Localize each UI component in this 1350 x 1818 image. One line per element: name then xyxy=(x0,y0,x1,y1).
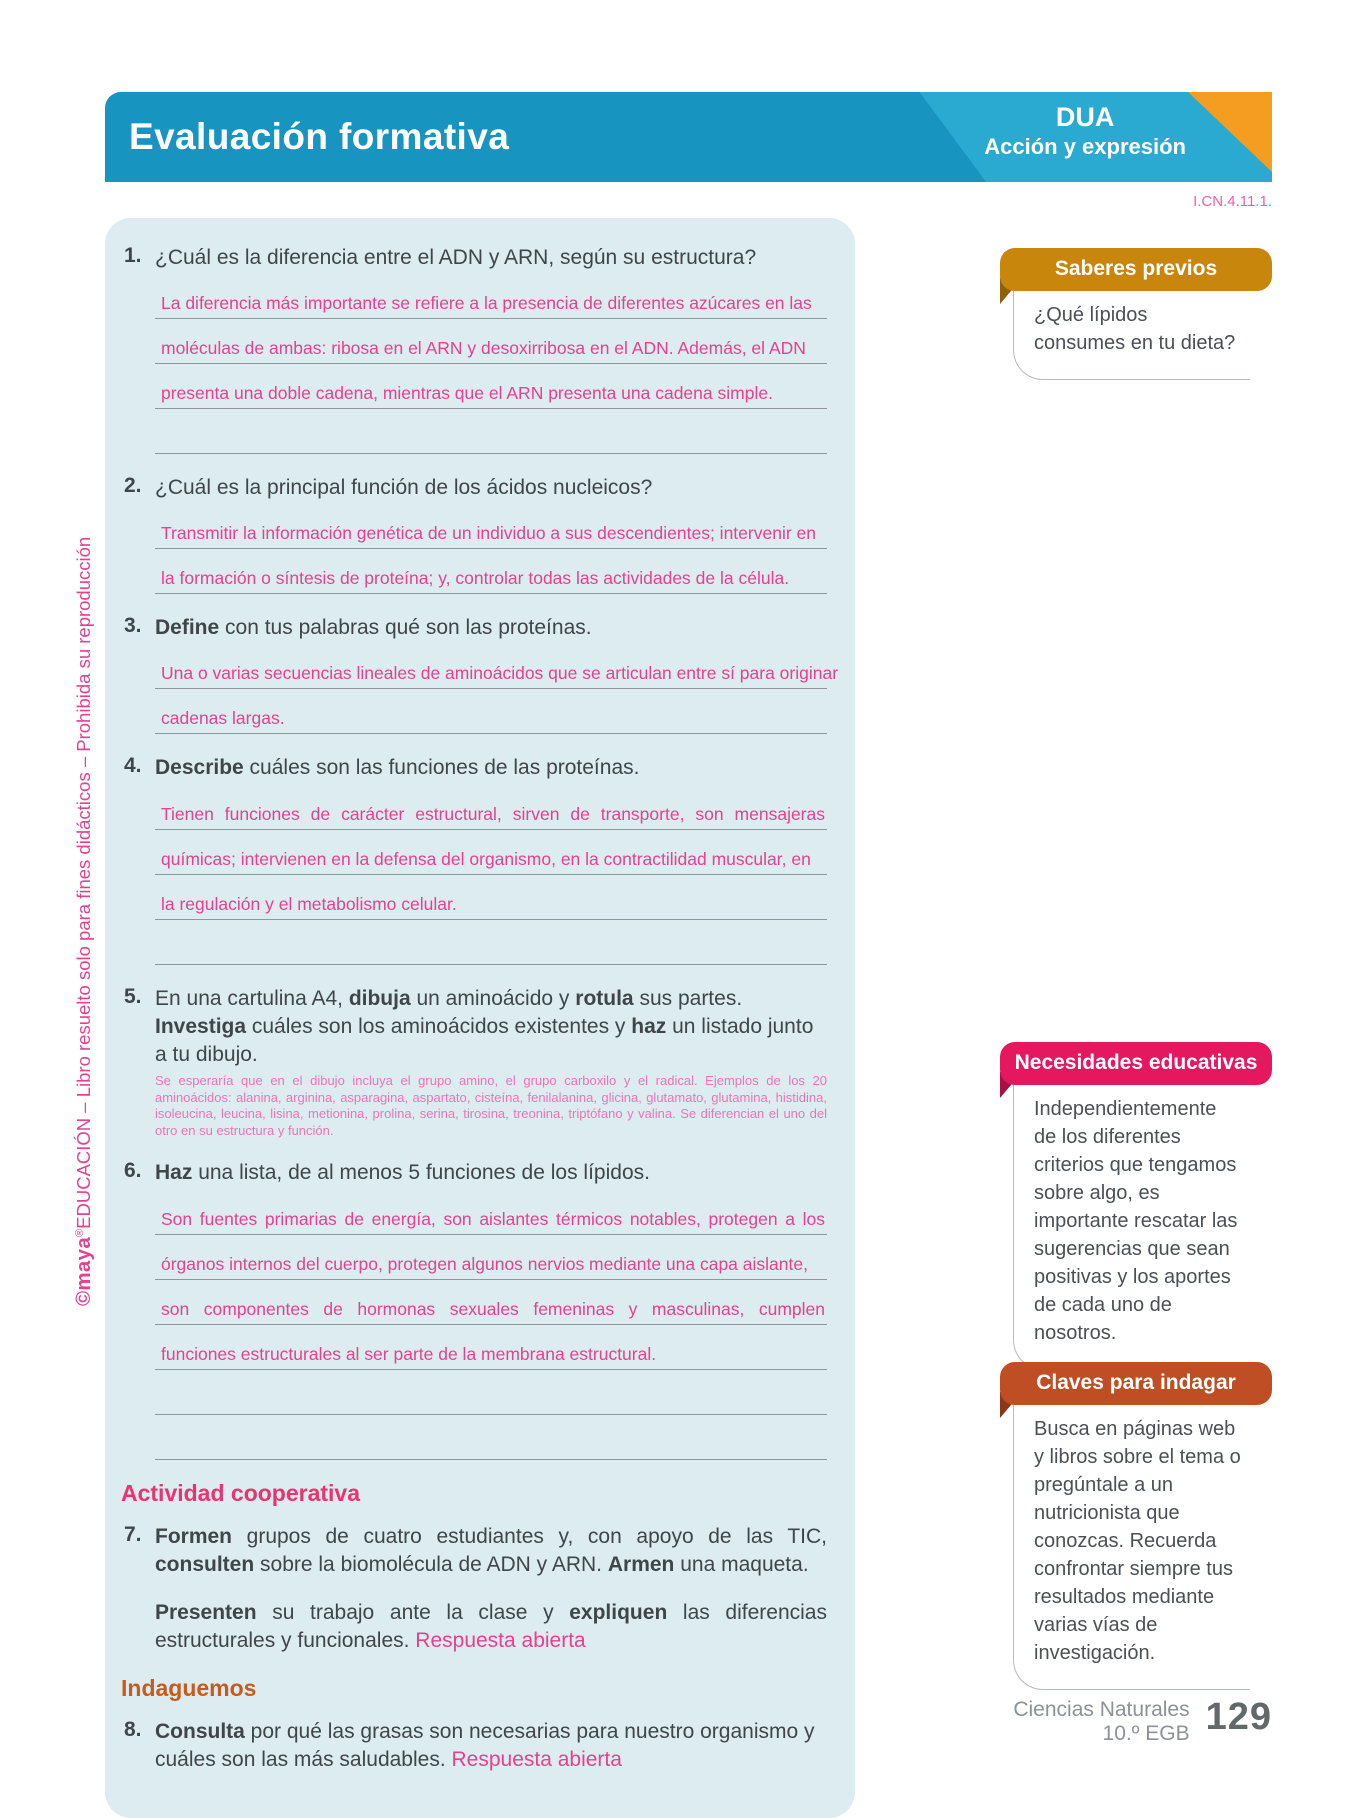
text-segment: su trabajo ante la clase y xyxy=(256,1600,570,1624)
page-footer xyxy=(1013,1698,1272,1746)
answer-line xyxy=(155,785,827,830)
text-segment: Armen xyxy=(607,1552,675,1576)
answer-line xyxy=(155,364,827,409)
question-body xyxy=(155,985,827,1140)
side-box xyxy=(1000,1362,1272,1690)
answer-text: cadenas largas. xyxy=(161,708,285,729)
footer-subject: Ciencias Naturales xyxy=(1013,1698,1190,1721)
text-segment: ¿Cuál es la principal función de los ácidos nucleicos? xyxy=(155,476,653,500)
registered-mark: ® xyxy=(73,1228,86,1237)
question-row xyxy=(105,614,855,734)
question-body xyxy=(155,754,827,964)
answer-text: Una o varias secuencias lineales de aminoácidos que se articulan entre sí para originar xyxy=(161,663,839,684)
side-box-title: Saberes previos xyxy=(1000,248,1272,291)
text-segment: Define xyxy=(155,616,220,640)
question-text xyxy=(155,474,827,502)
answer-line xyxy=(155,920,827,965)
question-number: 1. xyxy=(124,244,142,267)
text-segment: Investiga xyxy=(155,1014,247,1038)
answer-line xyxy=(155,274,827,319)
answer-text: la formación o síntesis de proteína; y, controlar todas las actividades de la célula. xyxy=(161,568,790,589)
question-text xyxy=(155,1523,827,1579)
text-segment: un listado junto a tu dibujo. xyxy=(155,1014,814,1066)
text-segment: consulten xyxy=(155,1552,255,1576)
text-segment: haz xyxy=(631,1014,667,1038)
worksheet-panel xyxy=(105,218,855,1818)
text-segment: En una cartulina A4, xyxy=(155,986,349,1010)
question-row xyxy=(105,244,855,454)
header-banner xyxy=(105,92,1272,182)
answer-text: químicas; intervienen en la defensa del organismo, en la contractilidad muscular, en xyxy=(161,848,811,869)
question-row xyxy=(105,1159,855,1459)
text-segment: las diferencias estructurales y funcionales. xyxy=(155,1600,827,1652)
answer-line xyxy=(155,504,827,549)
answer-note: Se esperaría que en el dibujo incluya el grupo amino, el grupo carboxilo y el radical. Ejemplos de los 20 aminoácidos: alanina, arginina, asparagina, aspartato, cisteína, fenilalanina, glicina, glutamato, glutamina, histidina, isoleucina, leucina, lisina, metionina, prolina, serina, tirosina, treonina, triptófano y valina. Se diferencian el uno del otro en su estructura y función. xyxy=(155,1072,827,1138)
section-heading: Actividad cooperativa xyxy=(121,1479,361,1506)
page-number: 129 xyxy=(1205,1696,1272,1738)
answer-text: presenta una doble cadena, mientras que el ARN presenta una cadena simple. xyxy=(161,383,773,404)
answer-line xyxy=(155,875,827,920)
question-text xyxy=(155,1718,827,1774)
text-segment: sobre la biomolécula de ADN y ARN. xyxy=(254,1552,608,1576)
dua-badge xyxy=(984,101,1186,161)
page-title: Evaluación formativa xyxy=(129,116,510,157)
question-body xyxy=(155,474,827,594)
text-segment: expliquen xyxy=(569,1600,668,1624)
text-segment: rotula xyxy=(575,986,634,1010)
text-segment: sus partes. xyxy=(633,986,743,1010)
answer-text: órganos internos del cuerpo, protegen algunos nervios mediante una capa aislante, xyxy=(161,1253,808,1274)
question-number: 3. xyxy=(124,614,142,638)
text-segment: una maqueta. xyxy=(674,1552,809,1576)
answer-lines xyxy=(155,504,827,594)
imprint-vertical xyxy=(72,446,96,1306)
question-text xyxy=(155,1159,827,1187)
text-segment: Formen xyxy=(155,1524,233,1548)
question-number: 2. xyxy=(124,474,142,498)
answer-lines xyxy=(155,1190,827,1460)
side-box-title: Necesidades educativas xyxy=(1000,1042,1272,1085)
answer-lines xyxy=(155,785,827,965)
question-text xyxy=(155,985,827,1069)
section-heading: Indaguemos xyxy=(121,1675,257,1701)
side-box-body: Independientemente de los diferentes criterios que tengamos sobre algo, es importante rescatar las sugerencias que sean positivas y los aportes de cada uno de nosotros. xyxy=(1013,1077,1250,1370)
answer-line xyxy=(155,549,827,594)
answer-line xyxy=(155,409,827,454)
text-segment: Presenten xyxy=(155,1600,257,1624)
answer-line xyxy=(155,1280,827,1325)
answer-line xyxy=(155,1325,827,1370)
side-box-body: ¿Qué lípidos consumes en tu dieta? xyxy=(1013,283,1250,380)
answer-text: Tienen funciones de carácter estructural, sirven de transporte, son mensajeras xyxy=(161,803,825,824)
paragraph-row xyxy=(105,1599,855,1655)
footer-subject-grade xyxy=(1013,1698,1189,1746)
question-number: 8. xyxy=(124,1718,142,1741)
answer-line xyxy=(155,1190,827,1235)
answer-text: La diferencia más importante se refiere a la presencia de diferentes azúcares en las xyxy=(161,293,812,314)
question-row xyxy=(105,1523,855,1579)
question-number: 4. xyxy=(124,754,142,778)
question-row xyxy=(105,474,855,594)
answer-line xyxy=(155,1370,827,1415)
answer-text: Transmitir la información genética de un individuo a sus descendientes; intervenir en xyxy=(161,523,816,544)
answer-text: funciones estructurales al ser parte de la membrana estructural. xyxy=(161,1343,657,1364)
question-text xyxy=(155,1599,827,1655)
text-segment: con tus palabras qué son las proteínas. xyxy=(219,616,592,640)
text-segment: una lista, de al menos 5 funciones de los lípidos. xyxy=(192,1161,650,1185)
text-segment: Describe xyxy=(155,756,244,780)
imprint-text: EDUCACIÓN – Libro resuelto solo para fines didácticos – Prohibida su reproducción xyxy=(73,536,94,1229)
question-row xyxy=(105,754,855,964)
answer-text: la regulación y el metabolismo celular. xyxy=(161,893,457,914)
question-row xyxy=(105,985,855,1140)
question-body xyxy=(155,1599,827,1655)
question-number xyxy=(119,1599,155,1655)
question-number: 7. xyxy=(124,1522,142,1546)
answer-line xyxy=(155,319,827,364)
side-box xyxy=(1000,1042,1272,1370)
open-answer-label: Respuesta abierta xyxy=(451,1748,622,1772)
curriculum-ref-code: I.CN.4.11.1. xyxy=(1193,193,1272,210)
answer-line xyxy=(155,1235,827,1280)
side-box-body: Busca en páginas web y libros sobre el tema o pregúntale a un nutricionista que conozcas. Recuerda confrontar siempre tus resultados mediante varias vías de investigación. xyxy=(1013,1397,1250,1690)
question-text xyxy=(155,754,827,782)
question-body xyxy=(155,1159,827,1459)
answer-text: moléculas de ambas: ribosa en el ARN y desoxirribosa en el ADN. Además, el ADN xyxy=(161,338,806,359)
answer-lines xyxy=(155,274,827,454)
text-segment: ¿Cuál es la diferencia entre el ADN y ARN, según su estructura? xyxy=(155,246,757,269)
answer-text: son componentes de hormonas sexuales femeninas y masculinas, cumplen xyxy=(161,1298,825,1319)
text-segment: Haz xyxy=(155,1161,193,1185)
answer-line xyxy=(155,1415,827,1460)
answer-lines xyxy=(155,644,839,734)
dua-badge-title: DUA xyxy=(1055,102,1115,132)
side-box-title: Claves para indagar xyxy=(1000,1362,1272,1405)
question-text xyxy=(155,614,827,642)
question-text xyxy=(155,244,827,272)
text-segment: cuáles son los aminoácidos existentes y xyxy=(246,1014,632,1038)
text-segment: por qué las grasas son necesarias para nuestro organismo y cuáles son las más saludables. xyxy=(155,1720,815,1772)
footer-grade: 10.º EGB xyxy=(1102,1721,1190,1745)
answer-line xyxy=(155,830,827,875)
text-segment: dibuja xyxy=(348,986,411,1010)
question-body xyxy=(155,614,839,734)
question-body xyxy=(155,1523,827,1579)
text-segment: Consulta xyxy=(155,1720,245,1743)
question-number: 5. xyxy=(124,984,142,1008)
question-number: 6. xyxy=(124,1159,142,1183)
answer-line xyxy=(155,644,839,689)
question-row xyxy=(105,1718,855,1774)
side-box xyxy=(1000,248,1272,380)
open-answer-label: Respuesta abierta xyxy=(415,1628,586,1652)
question-body xyxy=(155,244,827,454)
text-segment: un aminoácido y xyxy=(410,986,576,1010)
answer-text: Son fuentes primarias de energía, son aislantes térmicos notables, protegen a los xyxy=(161,1208,825,1229)
text-segment: cuáles son las funciones de las proteínas. xyxy=(243,756,640,780)
answer-line xyxy=(155,689,827,734)
question-body xyxy=(155,1718,827,1774)
publisher-logo: ©maya xyxy=(72,1236,95,1306)
text-segment: grupos de cuatro estudiantes y, con apoyo de las TIC, xyxy=(232,1524,827,1548)
dua-badge-subtitle: Acción y expresión xyxy=(984,133,1186,159)
